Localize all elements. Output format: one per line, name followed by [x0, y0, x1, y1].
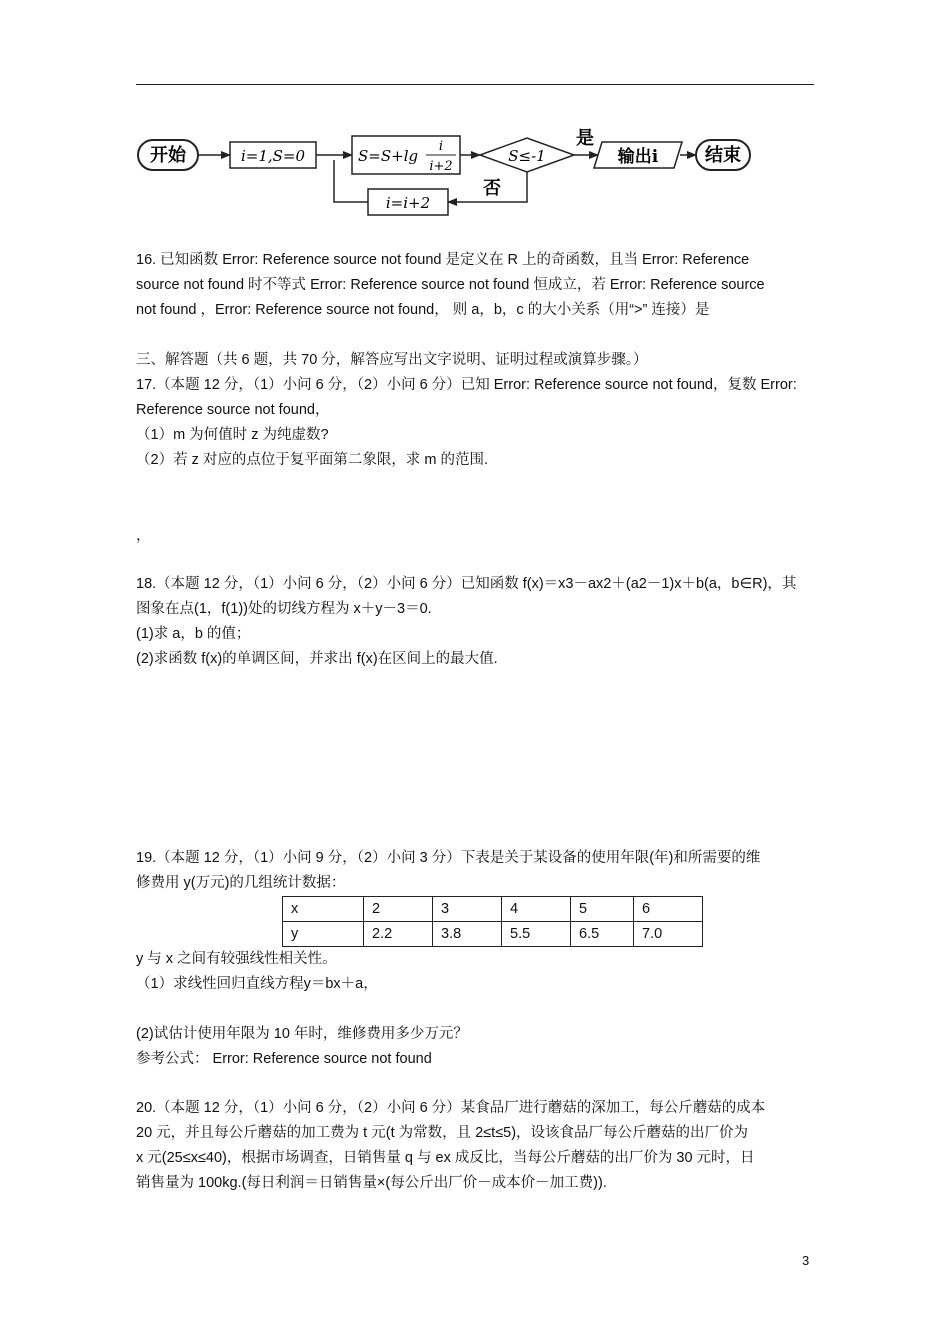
- q17-line2: Reference source not found，: [136, 402, 330, 418]
- table-cell: y: [283, 922, 364, 947]
- stray-mark: [136, 524, 814, 549]
- q18-line1: 18.（本题 12 分，（1）小问 6 分，（2）小问 6 分）已知函数 f(x)＝x3－ax2＋(a2－1)x＋b(a，b∈R)，其: [136, 576, 797, 592]
- start-label: 开始: [150, 145, 186, 166]
- q19-line2: 修费用 y(万元)的几组统计数据：: [136, 875, 346, 891]
- q20-line3: x 元(25≤x≤40)，根据市场调查，日销售量 q 与 ex 成反比，当每公斤蘑菇的出厂价为 30 元时，日: [136, 1150, 755, 1166]
- question-18: [136, 572, 814, 672]
- increment-label: i=i+2: [385, 194, 431, 212]
- q18-part1: (1)求 a，b 的值；: [136, 626, 251, 642]
- q18-part2: (2)求函数 f(x)的单调区间，并求出 f(x)在区间上的最大值.: [136, 651, 498, 667]
- table-cell: 2: [364, 897, 433, 922]
- table-cell: x: [283, 897, 364, 922]
- table-row: [283, 897, 703, 922]
- page-number: 3: [802, 1253, 810, 1268]
- q19-part2: (2)试估计使用年限为 10 年时，维修费用多少万元？: [136, 1026, 468, 1042]
- decision-label: S≤-1: [508, 147, 546, 165]
- q19-reference: 参考公式： Error: Reference source not found: [136, 1051, 432, 1067]
- table-cell: 6: [634, 897, 703, 922]
- q17-line1: 17.（本题 12 分，（1）小问 6 分，（2）小问 6 分）已知 Error: Reference source not found，复数 Error:: [136, 377, 797, 393]
- table-cell: 6.5: [571, 922, 634, 947]
- question-19-part2: [136, 1022, 814, 1072]
- table-cell: 5: [571, 897, 634, 922]
- update-frac-den: i+2: [429, 159, 453, 174]
- question-17: [136, 373, 814, 473]
- stray-comma: ，: [136, 528, 151, 544]
- end-label: 结束: [705, 145, 741, 166]
- q18-line2: 图象在点(1，f(1))处的切线方程为 x＋y－3＝0.: [136, 601, 432, 617]
- q16-line1: 16. 已知函数 Error: Reference source not found 是定义在 R 上的奇函数，且当 Error: Reference: [136, 252, 750, 268]
- no-label: 否: [483, 178, 501, 199]
- table-cell: 3: [433, 897, 502, 922]
- yes-label: 是: [576, 128, 594, 149]
- update-prefix: S=S+lg: [358, 147, 419, 165]
- data-table: [282, 896, 703, 947]
- flowchart-svg: [130, 118, 830, 228]
- table-cell: 7.0: [634, 922, 703, 947]
- output-label: 输出i: [617, 147, 659, 167]
- question-20: [136, 1096, 814, 1196]
- section-3: [136, 348, 814, 373]
- q16-line2: source not found 时不等式 Error: Reference source not found 恒成立，若 Error: Reference source: [136, 277, 765, 293]
- table-cell: 5.5: [502, 922, 571, 947]
- q20-line1: 20.（本题 12 分，（1）小问 6 分，（2）小问 6 分）某食品厂进行蘑菇的深加工，每公斤蘑菇的成本: [136, 1100, 766, 1116]
- table-row: [283, 922, 703, 947]
- table-cell: 2.2: [364, 922, 433, 947]
- q20-line4: 销售量为 100kg.(每日利润＝日销售量×(每公斤出厂价－成本价－加工费)).: [136, 1175, 607, 1191]
- q19-after1: y 与 x 之间有较强线性相关性。: [136, 951, 337, 967]
- table-cell: 4: [502, 897, 571, 922]
- question-16: [136, 248, 814, 323]
- q16-line3: not found ，Error: Reference source not found， 则 a，b，c 的大小关系（用“>” 连接）是: [136, 302, 710, 318]
- table-cell: 3.8: [433, 922, 502, 947]
- init-label: i=1,S=0: [240, 147, 306, 165]
- q17-part2: （2）若 z 对应的点位于复平面第二象限，求 m 的范围.: [136, 452, 489, 468]
- q19-part1: （1）求线性回归直线方程y＝bx＋a，: [136, 976, 378, 992]
- question-19-cont: [136, 947, 814, 997]
- flowchart: [130, 118, 830, 228]
- q17-part1: （1）m 为何值时 z 为纯虚数?: [136, 427, 329, 443]
- q19-line1: 19.（本题 12 分，（1）小问 9 分，（2）小问 3 分）下表是关于某设备的使用年限(年)和所需要的维: [136, 850, 761, 866]
- section-3-heading: 三、解答题（共 6 题，共 70 分，解答应写出文字说明、证明过程或演算步骤。）: [136, 352, 648, 368]
- question-19: [136, 846, 814, 896]
- update-frac-num: i: [438, 139, 444, 154]
- q20-line2: 20 元，并且每公斤蘑菇的加工费为 t 元(t 为常数，且 2≤t≤5)，设该食品厂每公斤蘑菇的出厂价为: [136, 1125, 749, 1141]
- header-rule: [136, 84, 814, 85]
